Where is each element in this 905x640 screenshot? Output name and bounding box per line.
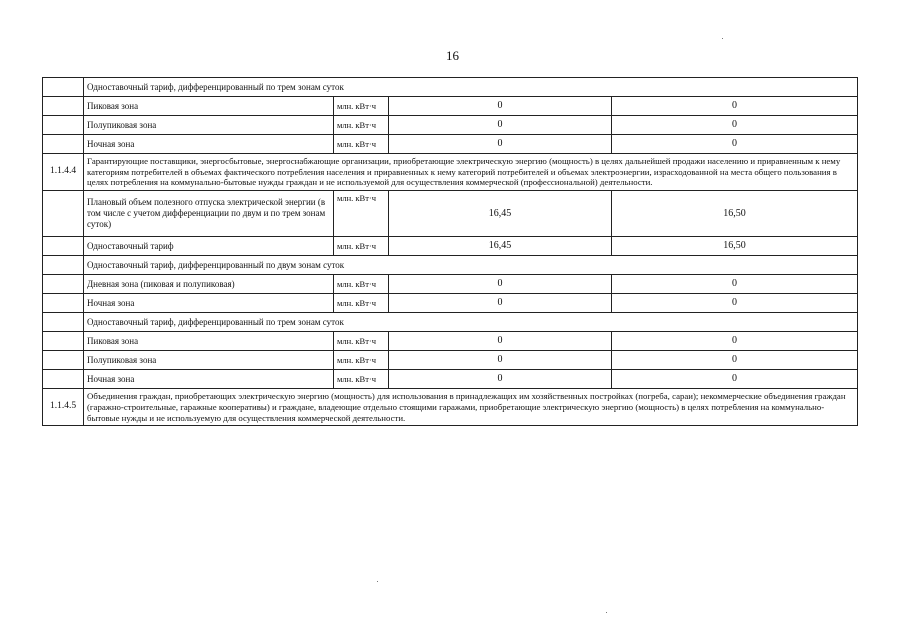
number-cell [43, 78, 84, 97]
table-row [43, 294, 858, 313]
value-cell-1: 0 [389, 97, 612, 116]
table-row-section [43, 389, 858, 426]
indicator-cell: Ночная зона [84, 135, 334, 154]
value-cell-1: 0 [389, 351, 612, 370]
table-row [43, 191, 858, 237]
unit-cell: млн. кВт·ч [334, 351, 389, 370]
value-cell-1: 0 [389, 135, 612, 154]
table-row [43, 370, 858, 389]
value-cell-2: 0 [612, 116, 858, 135]
scan-speck [606, 612, 607, 613]
number-cell [43, 370, 84, 389]
value-cell-2: 0 [612, 97, 858, 116]
number-cell [43, 237, 84, 256]
value-cell-1: 16,45 [389, 191, 612, 237]
table-row [43, 135, 858, 154]
scan-speck [722, 38, 723, 39]
section-description-cell: Объединения граждан, приобретающих электрическую энергию (мощность) для использования в принадлежащих им хозяйственных постройках (погреба, сараи); некоммерческие объединения граждан (гаражно-строительные, гаражные кооперативы) и граждане, владеющие отдельно стоящими гаражами, приобретающие электрическую энергию (мощность) в целях потребления на коммунально-бытовые нужды и не используемую для осуществления коммерческой деятельности. [84, 389, 858, 426]
number-cell [43, 275, 84, 294]
table-row [43, 332, 858, 351]
table-row-group-header [43, 78, 858, 97]
value-cell-2: 16,50 [612, 237, 858, 256]
unit-cell: млн. кВт·ч [334, 275, 389, 294]
section-description-cell: Гарантирующие поставщики, энергосбытовые, энергоснабжающие организации, приобретающие электрическую энергию (мощность) в целях дальнейшей продажи населению и приравненным к нему категориям потребителей в объемах фактического потребления населения и приравненных к нему категорий потребителей и объемах электроэнергии, израсходованной на места общего пользования в целях потребления на коммунально-бытовые нужды граждан и не используемой для осуществления коммерческой (профессиональной) деятельности. [84, 154, 858, 191]
value-cell-2: 0 [612, 351, 858, 370]
value-cell-1: 0 [389, 275, 612, 294]
indicator-cell: Полупиковая зона [84, 351, 334, 370]
unit-cell: млн. кВт·ч [334, 370, 389, 389]
unit-cell: млн. кВт·ч [334, 191, 389, 237]
value-cell-2: 0 [612, 332, 858, 351]
value-cell-1: 0 [389, 294, 612, 313]
indicator-cell: Пиковая зона [84, 97, 334, 116]
value-cell-2: 0 [612, 275, 858, 294]
number-cell [43, 351, 84, 370]
indicator-cell: Ночная зона [84, 370, 334, 389]
indicator-cell: Одноставочный тариф [84, 237, 334, 256]
table-row [43, 237, 858, 256]
indicator-cell: Полупиковая зона [84, 116, 334, 135]
table-row [43, 351, 858, 370]
indicator-cell: Плановый объем полезного отпуска электрической энергии (в том числе с учетом дифференциации по двум и по трем зонам суток) [84, 191, 334, 237]
unit-cell: млн. кВт·ч [334, 332, 389, 351]
value-cell-2: 16,50 [612, 191, 858, 237]
table-row-group-header [43, 313, 858, 332]
value-cell-1: 0 [389, 370, 612, 389]
section-number-cell: 1.1.4.4 [43, 154, 84, 191]
section-number-cell: 1.1.4.5 [43, 389, 84, 426]
number-cell [43, 313, 84, 332]
number-cell [43, 97, 84, 116]
table-row-group-header [43, 256, 858, 275]
unit-cell: млн. кВт·ч [334, 294, 389, 313]
scan-speck [377, 581, 378, 582]
number-cell [43, 116, 84, 135]
unit-cell: млн. кВт·ч [334, 97, 389, 116]
number-cell [43, 332, 84, 351]
table-row-section [43, 154, 858, 191]
indicator-cell: Дневная зона (пиковая и полупиковая) [84, 275, 334, 294]
number-cell [43, 256, 84, 275]
tariff-table [42, 77, 858, 426]
value-cell-1: 16,45 [389, 237, 612, 256]
value-cell-2: 0 [612, 135, 858, 154]
group-header-cell: Одноставочный тариф, дифференцированный по трем зонам суток [84, 313, 858, 332]
indicator-cell: Ночная зона [84, 294, 334, 313]
number-cell [43, 294, 84, 313]
indicator-cell: Пиковая зона [84, 332, 334, 351]
number-cell [43, 191, 84, 237]
group-header-cell: Одноставочный тариф, дифференцированный по трем зонам суток [84, 78, 858, 97]
table-row [43, 97, 858, 116]
table-row [43, 275, 858, 294]
value-cell-1: 0 [389, 116, 612, 135]
unit-cell: млн. кВт·ч [334, 116, 389, 135]
value-cell-2: 0 [612, 294, 858, 313]
value-cell-2: 0 [612, 370, 858, 389]
unit-cell: млн. кВт·ч [334, 237, 389, 256]
group-header-cell: Одноставочный тариф, дифференцированный по двум зонам суток [84, 256, 858, 275]
unit-cell: млн. кВт·ч [334, 135, 389, 154]
page-number: 16 [446, 48, 459, 63]
number-cell [43, 135, 84, 154]
table-row [43, 116, 858, 135]
value-cell-1: 0 [389, 332, 612, 351]
